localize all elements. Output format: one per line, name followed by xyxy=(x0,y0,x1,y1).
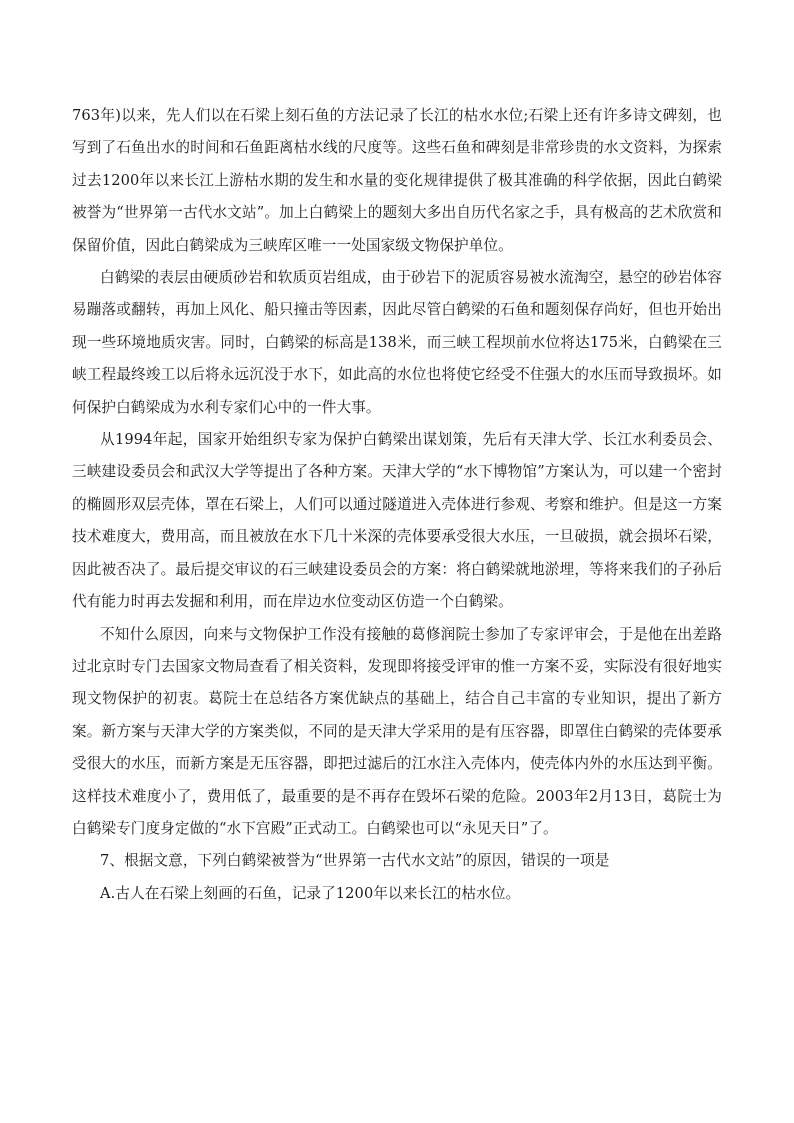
option-a: A.古人在石梁上刻画的石鱼，记录了1200年以来长江的枯水位。 xyxy=(100,884,521,902)
paragraph-2: 白鹤梁的表层由硬质砂岩和软质页岩组成，由于砂岩下的泥质容易被水流淘空，悬空的砂岩体容易蹦落或翻转，再加上风化、船只撞击等因素，因此尽管白鹤梁的石鱼和题刻保存尚好，但也开始出现一些环境地质灾害。同时，白鹤梁的标高是138米，而三峡工程坝前水位将达175米，白鹤梁在三峡工程最终竣工以后将永远沉没于水下，如此高的水位也将使它经受不住强大的水压而导致损坏。如何保护白鹤梁成为水利专家们心中的一件大事。 xyxy=(72,269,722,416)
question-7: 7、根据文意，下列白鹤梁被誉为“世界第一古代水文站”的原因，错误的一项是 xyxy=(100,852,610,870)
paragraph-1: 763年)以来，先人们以在石梁上刻石鱼的方法记录了长江的枯水水位;石梁上还有许多诗文碑刻，也写到了石鱼出水的时间和石鱼距离枯水线的尺度等。这些石鱼和碑刻是非常珍贵的水文资料，为探索过去1200年以来长江上游枯水期的发生和水量的变化规律提供了极其准确的科学依据，因此白鹤梁被誉为“世界第一古代水文站”。加上白鹤梁上的题刻大多出自历代名家之手，具有极高的艺术欣赏和保留价值，因此白鹤梁成为三峡库区唯一一处国家级文物保护单位。 xyxy=(72,107,722,254)
paragraph-4: 不知什么原因，向来与文物保护工作没有接触的葛修润院士参加了专家评审会，于是他在出差路过北京时专门去国家文物局查看了相关资料，发现即将接受评审的惟一方案不妥，实际没有很好地实现文物保护的初衷。葛院士在总结各方案优缺点的基础上，结合自己丰富的专业知识，提出了新方案。新方案与天津大学的方案类似，不同的是天津大学采用的是有压容器，即罩住白鹤梁的壳体要承受很大的水压，而新方案是无压容器，即把过滤后的江水注入壳体内，使壳体内外的水压达到平衡。这样技术难度小了，费用低了，最重要的是不再存在毁坏石梁的危险。2003年2月13日，葛院士为白鹤梁专门度身定做的“水下宫殿”正式动工。白鹤梁也可以“永见天日”了。 xyxy=(72,625,722,837)
paragraph-3: 从1994年起，国家开始组织专家为保护白鹤梁出谋划策，先后有天津大学、长江水利委员会、三峡建设委员会和武汉大学等提出了各种方案。天津大学的“水下博物馆”方案认为，可以建一个密封的椭圆形双层壳体，罩在石梁上，人们可以通过隧道进入壳体进行参观、考察和维护。但是这一方案技术难度大，费用高，而且被放在水下几十米深的壳体要承受很大水压，一旦破损，就会损坏石梁，因此被否决了。最后提交审议的石三峡建设委员会的方案：将白鹤梁就地淤埋，等将来我们的子孙后代有能力时再去发掘和利用，而在岸边水位变动区仿造一个白鹤梁。 xyxy=(72,431,722,611)
document-body xyxy=(72,100,722,910)
